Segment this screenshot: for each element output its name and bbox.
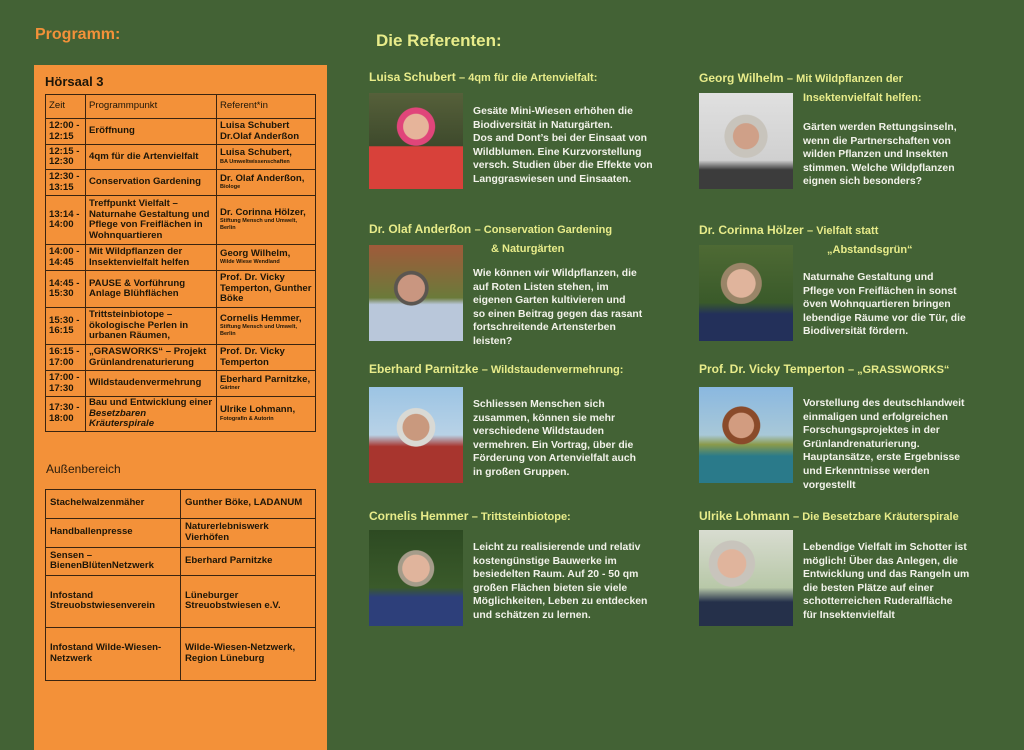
speaker-name: Prof. Dr. Vicky Temperton (699, 362, 845, 376)
description-line: vorgestellt (803, 479, 856, 491)
speaker-heading (369, 70, 597, 85)
item-text: PAUSE & Vorführung Anlage Blühflächen (89, 277, 186, 299)
speaker-cell (217, 119, 316, 145)
item-cell (86, 397, 217, 432)
description-line: Förderung von Artenvielfalt auch (473, 453, 636, 465)
speaker-topic: – 4qm für die Artenvielfalt: (459, 72, 598, 84)
time-cell: 17:00 - 17:30 (46, 371, 86, 397)
speaker-affiliation: Wilde Wiese Wendland (220, 259, 280, 266)
speaker-name: Dr. Corinna Hölzer (699, 223, 804, 237)
speaker-topic: – Trittsteinbiotope: (471, 511, 571, 523)
speaker-photo (699, 387, 793, 483)
table-row (46, 547, 316, 575)
description-line: Gesäte Mini-Wiesen erhöhen die (473, 106, 633, 117)
description-line: für Insektenvielfalt (803, 609, 895, 621)
speaker-cell (217, 196, 316, 245)
description-line: Forschungsprojektes in der (803, 425, 940, 437)
description-line: in großen Gruppen. (473, 466, 570, 478)
speakers-heading: Die Referenten: (376, 31, 502, 50)
speaker-cell (217, 245, 316, 271)
speaker-affiliation: Stiftung Mensch und Umwelt, Berlin (220, 324, 297, 338)
description-line: verschiedene Wildstauden (473, 426, 604, 438)
table-row (46, 397, 316, 432)
time-cell: 12:30 - 13:15 (46, 170, 86, 196)
table-row (46, 119, 316, 145)
item-text: Trittsteinbiotope – ökologische Perlen in urbanen Räumen, (89, 309, 189, 342)
description-line: stimmen. Welche Wildpflanzen (803, 162, 955, 174)
speaker-description (473, 541, 647, 623)
description-line: vermehren. Ein Vortrag, über die (473, 439, 634, 451)
description-line: Dos and Dont’s bei der Einsaat von (473, 133, 647, 145)
speaker-photo (369, 245, 463, 341)
description-line: Pflege von Freiflächen in sonst (803, 285, 957, 297)
outdoor-table (45, 489, 316, 681)
table-row (46, 271, 316, 308)
station-cell: Stachelwalzenmäher (46, 489, 181, 518)
time-cell: 13:14 - 14:00 (46, 196, 86, 245)
description-line: Entwicklung und das Rangeln um (803, 569, 970, 581)
description-line: kostengünstige Bauwerke im (473, 555, 617, 567)
table-row (46, 145, 316, 170)
program-heading: Programm: (35, 26, 121, 43)
speaker-cell (217, 145, 316, 170)
speaker-name: Dr. Olaf Anderßon (369, 222, 472, 236)
speaker-description (803, 271, 966, 339)
speaker-name: Ulrike Lohmann (699, 509, 790, 523)
time-cell: 16:15 - 17:00 (46, 345, 86, 371)
time-cell: 12:15 - 12:30 (46, 145, 86, 170)
description-line: Leicht zu realisierende und relativ (473, 542, 641, 553)
table-header-row (46, 95, 316, 119)
time-cell: 15:30 - 16:15 (46, 308, 86, 345)
provider-cell: Lüneburger Streuobstwiesen e.V. (181, 575, 316, 627)
description-line: Biodiversität in Naturgärten. (473, 119, 613, 131)
table-row (46, 518, 316, 547)
speaker-name: Prof. Dr. Vicky Temperton (220, 346, 285, 368)
speaker-topic: – Wildstaudenvermehrung: (481, 364, 624, 376)
description-line: lebendige Räume vor die Tür, die (803, 312, 966, 324)
speaker-description (803, 121, 957, 189)
description-line: eignen sich besonders? (803, 176, 922, 188)
time-cell: 12:00 - 12:15 (46, 119, 86, 145)
speaker-photo (369, 387, 463, 483)
speaker-name: Georg Wilhelm, (220, 247, 291, 259)
description-line: Biodiversität fördern. (803, 326, 909, 338)
speaker-cell (217, 170, 316, 196)
speaker-photo (369, 93, 463, 189)
speaker-name: Dr. Olaf Anderßon, (220, 172, 305, 184)
description-line: öven Wohnquartieren bringen (803, 299, 951, 311)
item-text: Bau und Entwicklung einer (89, 397, 213, 408)
speaker-name: Ulrike Lohmann, (220, 404, 296, 415)
speaker-name: Cornelis Hemmer (369, 509, 469, 523)
speaker-heading (699, 71, 903, 86)
description-line: wilden Pflanzen und Insekten (803, 149, 948, 161)
speaker-photo (699, 93, 793, 189)
table-row (46, 575, 316, 627)
speaker-description (473, 105, 653, 187)
speaker-name: Eberhard Parnitzke (369, 362, 479, 376)
speaker-name: Prof. Dr. Vicky Temperton, Gunther Böke (220, 272, 312, 305)
speaker-heading (369, 509, 571, 524)
speaker-cell (217, 345, 316, 371)
description-line: Vorstellung des deutschlandweit (803, 398, 965, 409)
speaker-topic: – „GRASSWORKS“ (847, 364, 950, 376)
item-cell (86, 145, 217, 170)
description-line: Hauptansätze, erste Ergebnisse (803, 452, 961, 464)
description-line: die besten Plätze auf einer (803, 582, 934, 594)
description-line: möglich! Über das Anlegen, die (803, 555, 958, 567)
description-line: Wildblumen. Eine Kurzvorstellung (473, 146, 642, 158)
provider-cell: Wilde-Wiesen-Netzwerk, Region Lüneburg (181, 627, 316, 680)
speaker-description (473, 267, 642, 349)
table-row (46, 345, 316, 371)
description-line: Wie können wir Wildpflanzen, die (473, 268, 637, 279)
speaker-topic-continued: „Abstandsgrün“ (827, 244, 913, 256)
description-line: so einen Beitrag gegen das rasant (473, 308, 643, 320)
table-row (46, 627, 316, 680)
speaker-description (803, 397, 964, 492)
item-cell (86, 245, 217, 271)
item-cell (86, 170, 217, 196)
speaker-affiliation: BA Umweltwissenschaften (220, 158, 290, 165)
speaker-topic: – Vielfalt statt (807, 225, 879, 237)
speaker-photo (369, 530, 463, 626)
item-text: Wildstaudenvermehrung (89, 377, 202, 389)
description-line: Grünlandrenaturierung. (803, 438, 920, 450)
station-cell: Handballenpresse (46, 518, 181, 547)
description-line: besiedelten Raum. Auf 20 - 50 qm (473, 569, 639, 581)
speaker-name: Dr. Corinna Hölzer, (220, 206, 306, 218)
speaker-description (803, 541, 969, 623)
item-cell (86, 119, 217, 145)
speaker-affiliation: Biologe (220, 184, 241, 191)
header-speaker: Referent*in (217, 95, 316, 119)
description-line: zusammen, können sie mehr (473, 412, 616, 424)
time-cell: 14:45 - 15:30 (46, 271, 86, 308)
item-italic-text: Besetzbaren Kräuterspirale (89, 407, 155, 429)
description-line: Lebendige Vielfalt im Schotter ist (803, 542, 967, 553)
description-line: Gärten werden Rettungsinseln, (803, 122, 957, 133)
speaker-photo (699, 245, 793, 341)
speaker-cell (217, 308, 316, 345)
speaker-topic-continued: & Naturgärten (491, 243, 565, 255)
speaker-heading (699, 223, 878, 238)
description-line: fortschreitende Artensterben (473, 322, 616, 334)
item-text: Eröffnung (89, 125, 135, 137)
header-item: Programmpunkt (86, 95, 217, 119)
item-cell (86, 271, 217, 308)
speaker-affiliation: Gärtner (220, 385, 240, 392)
description-line: auf Roten Listen stehen, im (473, 281, 609, 293)
description-line: wenn die Partnerschaften von (803, 135, 951, 147)
outdoor-title: Außenbereich (46, 461, 121, 476)
hall-title: Hörsaal 3 (45, 74, 104, 89)
speaker-cell (217, 371, 316, 397)
description-line: und Erkenntnisse werden (803, 465, 930, 477)
description-line: großen Flächen bieten sie viele (473, 582, 628, 594)
provider-cell: Gunther Böke, LADANUM (181, 489, 316, 518)
speaker-topic: – Conservation Gardening (474, 224, 613, 236)
speaker-affiliation: Fotografin & Autorin (220, 415, 274, 422)
station-cell: Infostand Wilde-Wiesen-Netzwerk (46, 627, 181, 680)
item-text: 4qm für die Artenvielfalt (89, 150, 199, 162)
item-text: Mit Wildpflanzen der Insektenvielfalt helfen (89, 246, 190, 268)
description-line: und schätzen zu lernen. (473, 609, 591, 621)
speaker-name: Luisa Schubert (369, 70, 456, 84)
provider-cell: Eberhard Parnitzke (181, 547, 316, 575)
speaker-topic: – Mit Wildpflanzen der (786, 73, 903, 85)
table-row (46, 245, 316, 271)
speaker-cell (217, 397, 316, 432)
speaker-cell (217, 271, 316, 308)
description-line: leisten? (473, 335, 513, 347)
item-text: Conservation Gardening (89, 176, 201, 188)
description-line: versch. Studien über die Effekte von (473, 160, 653, 172)
item-cell (86, 345, 217, 371)
station-cell: Infostand Streuobstwiesenverein (46, 575, 181, 627)
time-cell: 14:00 - 14:45 (46, 245, 86, 271)
speaker-name: Eberhard Parnitzke, (220, 373, 311, 385)
speaker-description (473, 398, 636, 480)
speaker-heading (699, 362, 949, 377)
station-cell: Sensen – BienenBlütenNetzwerk (46, 547, 181, 575)
time-cell: 17:30 - 18:00 (46, 397, 86, 432)
schedule-table (45, 94, 316, 432)
speaker-name: Georg Wilhelm (699, 71, 784, 85)
table-row (46, 170, 316, 196)
speaker-name: Luisa Schubert Dr.Olaf Anderßon (220, 120, 300, 142)
description-line: einmaligen und erfolgreichen (803, 411, 948, 423)
provider-cell: Naturerlebniswerk Vierhöfen (181, 518, 316, 547)
speaker-heading (369, 222, 612, 237)
item-text: „GRASWORKS“ – Projekt Grünlandrenaturierung (89, 346, 207, 368)
table-row (46, 371, 316, 397)
table-row (46, 489, 316, 518)
speaker-affiliation: Stiftung Mensch und Umwelt, Berlin (220, 218, 297, 232)
speaker-photo (699, 530, 793, 626)
speaker-heading (699, 509, 959, 524)
speaker-heading (369, 362, 623, 377)
item-text: Treffpunkt Vielfalt – Naturnahe Gestaltung und Pflege von Freiflächen in Wohnquartieren (89, 198, 210, 241)
description-line: eigenen Garten kultivieren und (473, 295, 626, 307)
description-line: Naturnahe Gestaltung und (803, 272, 934, 283)
program-panel (34, 65, 327, 750)
speaker-topic-continued: Insektenvielfalt helfen: (803, 92, 922, 104)
speaker-topic: – Die Besetzbare Kräuterspirale (793, 511, 959, 523)
description-line: schotterreichen Ruderalfläche (803, 596, 953, 608)
item-cell (86, 196, 217, 245)
speaker-name: Cornelis Hemmer, (220, 312, 302, 324)
item-cell (86, 371, 217, 397)
header-time: Zeit (46, 95, 86, 119)
description-line: Möglichkeiten, Leben zu entdecken (473, 596, 648, 608)
item-cell (86, 308, 217, 345)
table-row (46, 308, 316, 345)
speaker-name: Luisa Schubert, (220, 147, 292, 159)
table-row (46, 196, 316, 245)
description-line: Langgraswiesen und Einsaaten. (473, 173, 632, 185)
description-line: Schliessen Menschen sich (473, 399, 605, 410)
